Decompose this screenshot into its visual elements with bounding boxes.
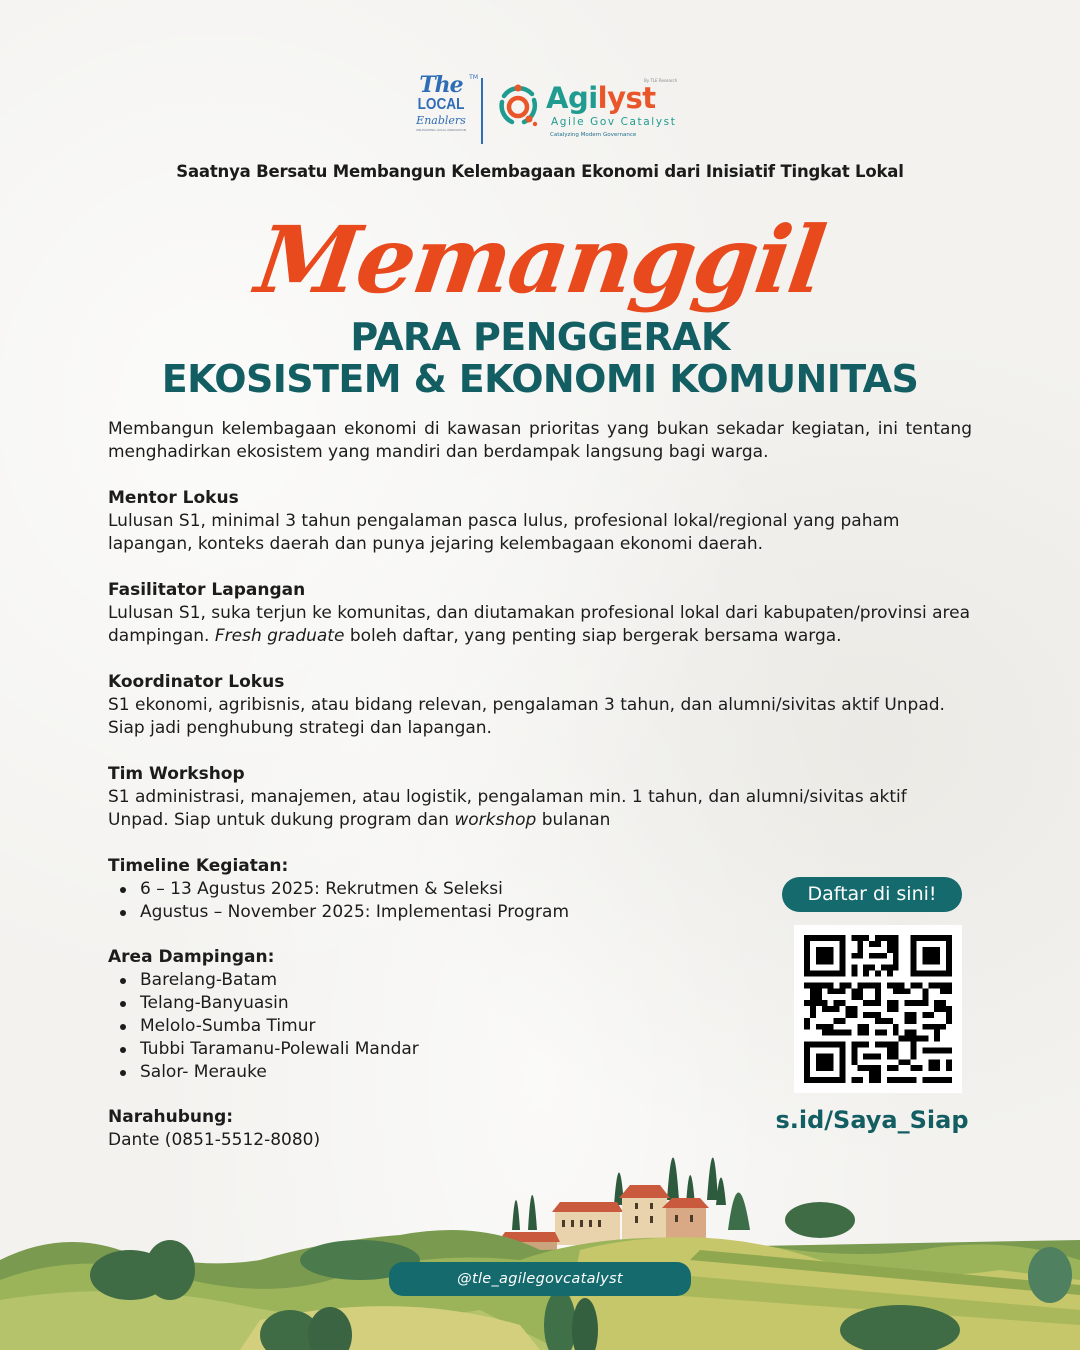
role-koordinator-lokus [108,671,972,740]
desc-emphasis: Fresh graduate [214,626,345,646]
contact-value: Dante (0851-5512-8080) [108,1130,321,1150]
title-line-1: PARA PENGGERAK [350,315,730,359]
trademark: TM [469,74,478,81]
desc-text: Lulusan S1, suka terjun ke komunitas, dan diutamakan profesional lokal dari kabupaten/provinsi area dampingan. [108,603,971,646]
role-title: Koordinator Lokus [108,672,285,692]
page-title [0,316,1080,400]
desc-text: S1 administrasi, manajemen, atau logistik, pengalaman min. 1 tahun, dan alumni/sivitas aktif Unpad. Siap untuk dukung program dan [108,787,907,830]
contact-title: Narahubung: [108,1107,234,1127]
role-description: Lulusan S1, minimal 3 tahun pengalaman pasca lulus, profesional lokal/regional yang paham lapangan, konteks daerah dan punya jejaring kelembagaan ekonomi daerah. [108,511,900,554]
agilyst-tagline: Catalyzing Modern Governance [550,132,637,138]
intro-paragraph: Membangun kelembagaan ekonomi di kawasan prioritas yang bukan sekadar kegiatan, ini tentang menghadirkan ekosistem yang mandiri dan berdampak langsung bagi warga. [108,419,972,462]
the-local-enablers-logo [408,72,478,146]
role-title: Mentor Lokus [108,488,239,508]
desc-text: boleh daftar, yang penting siap bergerak bersama warga. [344,626,842,646]
list-item: 6 – 13 Agustus 2025: Rekrutmen & Seleksi [140,878,972,901]
list-item: Melolo-Sumba Timur [140,1015,972,1038]
title-line-2: EKOSISTEM & EKONOMI KOMUNITAS [161,357,919,401]
script-title: Memanggil [250,206,830,314]
social-handle-badge[interactable]: @tle_agilegovcatalyst [389,1262,691,1296]
role-fasilitator-lapangan [108,579,972,648]
role-tim-workshop [108,763,972,832]
wordmark-part2: lyst [597,81,656,115]
logo-line-the: The [419,72,463,98]
list-item: Salor- Merauke [140,1061,972,1084]
header-tagline: Saatnya Bersatu Membangun Kelembagaan Ekonomi dari Inisiatif Tingkat Lokal [176,162,904,181]
wordmark-part1: Agi [546,81,598,115]
areas-title: Area Dampingan: [108,947,275,967]
agilyst-subtitle: Agile Gov Catalyst [551,116,677,128]
role-title: Fasilitator Lapangan [108,580,306,600]
agilyst-magnifier-icon [494,82,542,130]
landscape-illustration [0,1110,1080,1350]
header-logos [0,74,1080,150]
desc-text: bulanan [536,810,611,830]
logo-line-enablers: Enablers [416,114,466,127]
qr-code-icon [804,935,952,1083]
role-description [108,786,972,832]
agilyst-wordmark [546,82,656,114]
desc-emphasis: workshop [454,810,537,830]
logo-small-text: UNLEASHING LOCAL INNOVATION [415,128,466,132]
list-item: Tubbi Taramanu-Polewali Mandar [140,1038,972,1061]
timeline-title: Timeline Kegiatan: [108,856,289,876]
list-item: Telang-Banyuasin [140,992,972,1015]
role-title: Tim Workshop [108,764,245,784]
list-item: Agustus – November 2025: Implementasi Program [140,901,972,924]
agilyst-by: By TLE Research [644,78,678,83]
role-description [108,602,972,648]
logo-divider [481,78,483,144]
logo-line-local: LOCAL [417,96,465,113]
agilyst-logo [494,74,684,150]
register-link[interactable]: s.id/Saya_Siap [775,1106,969,1134]
qr-code[interactable] [794,925,962,1093]
role-description: S1 ekonomi, agribisnis, atau bidang relevan, pengalaman 3 tahun, dan alumni/sivitas aktif Unpad. Siap jadi penghubung strategi dan lapangan. [108,695,945,738]
list-item: Barelang-Batam [140,969,972,992]
role-mentor-lokus [108,487,972,556]
register-button[interactable]: Daftar di sini! [782,877,962,912]
